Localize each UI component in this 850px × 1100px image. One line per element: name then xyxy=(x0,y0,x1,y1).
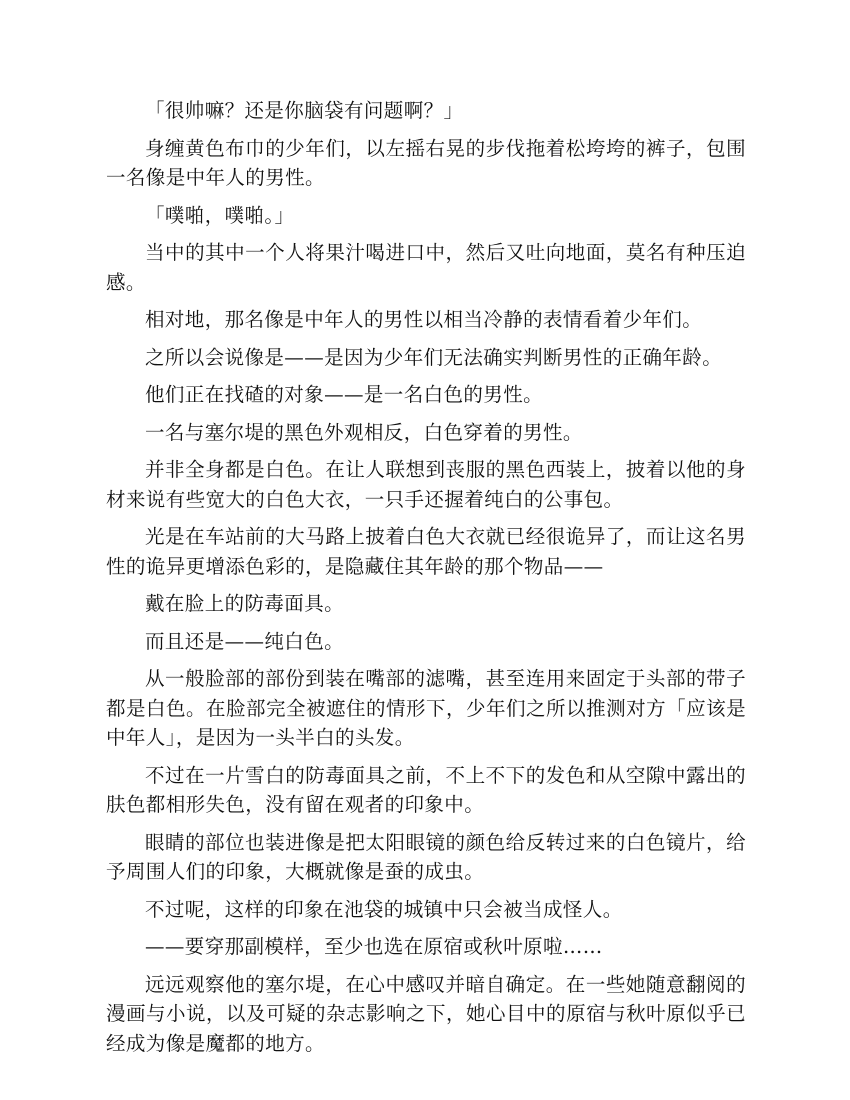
paragraph: 戴在脸上的防毒面具。 xyxy=(145,592,345,615)
paragraph: 光是在车站前的大马路上披着白色大衣就已经很诡异了，而让这名男性的诡异更增添色彩的，是隐藏住其年龄的那个物品—— xyxy=(106,525,746,578)
paragraph: 并非全身都是白色。在让人联想到丧服的黑色西装上，披着以他的身材来说有些宽大的白色大衣，一只手还握着纯白的公事包。 xyxy=(106,458,746,511)
paragraph: 而且还是——纯白色。 xyxy=(145,629,345,653)
paragraph: 当中的其中一个人将果汁喝进口中，然后又吐向地面，莫名有种压迫感。 xyxy=(106,241,746,294)
paragraph: 「很帅嘛？还是你脑袋有问题啊？」 xyxy=(145,99,464,122)
paragraph: 一名与塞尔堤的黑色外观相反，白色穿着的男性。 xyxy=(145,420,583,444)
paragraph: 不过呢，这样的印象在池袋的城镇中只会被当成怪人。 xyxy=(145,897,623,921)
paragraph: 不过在一片雪白的防毒面具之前，不上不下的发色和从空隙中露出的肤色都相形失色，没有留在观者的印象中。 xyxy=(106,763,746,816)
paragraph: 从一般脸部的部份到装在嘴部的滤嘴，甚至连用来固定于头部的带子都是白色。在脸部完全被遮住的情形下，少年们之所以推测对方「应该是中年人」，是因为一头半白的头发。 xyxy=(106,667,746,749)
paragraph: 之所以会说像是——是因为少年们无法确实判断男性的正确年龄。 xyxy=(145,345,723,369)
paragraph: 他们正在找碴的对象——是一名白色的男性。 xyxy=(145,383,544,406)
paragraph: 眼睛的部位也装进像是把太阳眼镜的颜色给反转过来的白色镜片，给予周围人们的印象，大概就像是蚕的成虫。 xyxy=(106,830,746,883)
document-body xyxy=(106,96,746,1066)
paragraph: 身缠黄色布巾的少年们，以左摇右晃的步伐拖着松垮垮的裤子，包围一名像是中年人的男性。 xyxy=(106,136,746,189)
paragraph: 相对地，那名像是中年人的男性以相当冷静的表情看着少年们。 xyxy=(145,308,703,331)
paragraph: ——要穿那副模样，至少也选在原宿或秋叶原啦…… xyxy=(145,935,603,958)
paragraph: 「噗啪，噗啪。」 xyxy=(145,203,295,227)
paragraph: 远远观察他的塞尔堤，在心中感叹并暗自确定。在一些她随意翻阅的漫画与小说，以及可疑的杂志影响之下，她心目中的原宿与秋叶原似乎已经成为像是魔都的地方。 xyxy=(106,972,746,1055)
